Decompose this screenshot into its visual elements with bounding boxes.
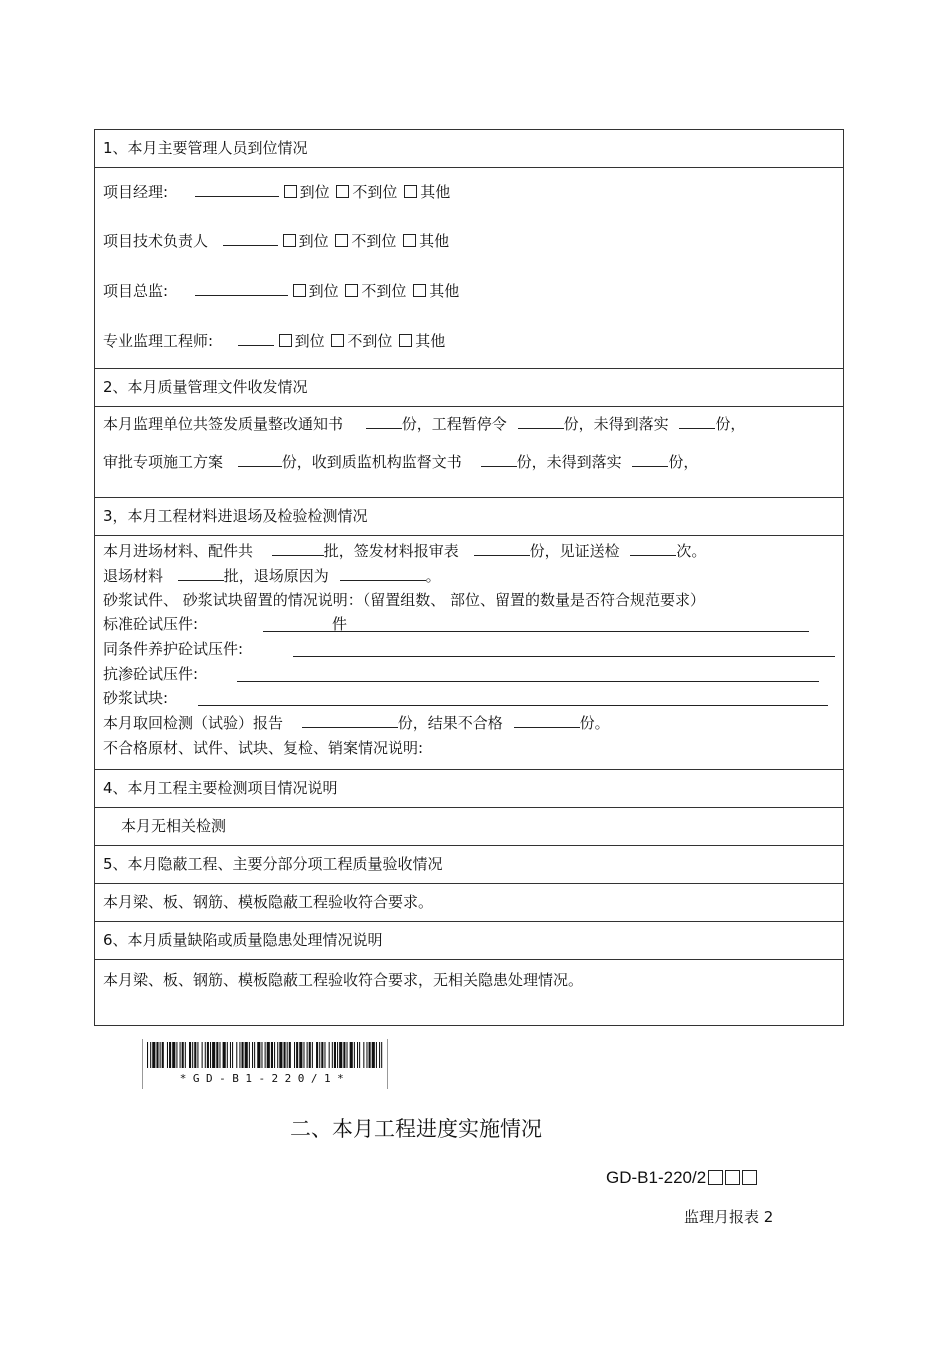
barcode-bar	[334, 1042, 336, 1068]
text: 本月取回检测（试验）报告	[103, 714, 284, 732]
barcode-bar	[227, 1042, 228, 1068]
name-field[interactable]	[223, 230, 278, 246]
barcode-bar	[219, 1042, 220, 1068]
barcode-bar	[366, 1042, 367, 1068]
code-box[interactable]	[725, 1170, 740, 1185]
attendance-label: 项目总监:	[103, 282, 169, 300]
code-box[interactable]	[708, 1170, 723, 1185]
barcode-bar	[212, 1042, 215, 1068]
barcode-bar	[245, 1042, 248, 1068]
attendance-label: 项目技术负责人	[103, 232, 209, 250]
materials-line-2	[103, 565, 441, 586]
section-1-body	[95, 168, 843, 369]
barcode-bar	[329, 1042, 330, 1068]
option-present: 到位	[308, 282, 339, 300]
barcode-bar	[194, 1042, 196, 1068]
option-other: 其他	[419, 232, 450, 250]
text: 本月监理单位共签发质量整改通知书	[103, 415, 344, 433]
same-condition-field[interactable]	[293, 656, 835, 657]
checkbox-other[interactable]	[399, 334, 412, 347]
section-5-header: 5、本月隐蔽工程、主要分部分项工程质量验收情况	[95, 846, 843, 884]
text: 本月进场材料、配件共	[103, 542, 254, 560]
barcode-bar	[230, 1042, 231, 1068]
attendance-row-chief-supervisor	[103, 280, 459, 301]
barcode-bar	[249, 1042, 250, 1068]
barcode-bar	[354, 1042, 355, 1068]
barcode-bar	[359, 1042, 360, 1068]
count-field[interactable]	[632, 451, 668, 467]
barcode-text: *GD-B1-220/1*	[179, 1072, 351, 1085]
barcode-bar	[296, 1042, 298, 1068]
text: 批，签发材料报审表	[323, 542, 459, 560]
barcode-bar	[376, 1042, 377, 1068]
barcode-bar	[350, 1042, 353, 1068]
barcode-bar	[207, 1042, 209, 1068]
attendance-row-specialist	[103, 330, 445, 351]
option-present: 到位	[299, 183, 330, 201]
document-line-1	[103, 413, 745, 434]
option-absent: 不到位	[351, 232, 397, 250]
text: 份，收到质监机构监督文书	[281, 453, 462, 471]
section-title: 二、本月工程进度实施情况	[290, 1117, 542, 1141]
impermeable-concrete-field[interactable]	[237, 681, 819, 682]
barcode-bar	[303, 1042, 304, 1068]
checkbox-absent[interactable]	[345, 284, 358, 297]
text: 份。	[579, 714, 610, 732]
same-condition-label: 同条件养护砼试压件:	[103, 640, 244, 658]
name-field[interactable]	[238, 330, 274, 346]
barcode-bar	[309, 1042, 311, 1068]
count-field[interactable]	[679, 413, 715, 429]
test-report-line	[103, 712, 610, 733]
text: 批，退场原因为	[223, 567, 329, 585]
section-6-body	[95, 960, 843, 1025]
barcode-bar	[381, 1042, 382, 1068]
option-other: 其他	[420, 183, 451, 201]
barcode-bar	[210, 1042, 211, 1068]
count-field[interactable]	[272, 540, 324, 556]
text: 退场材料	[103, 567, 164, 585]
form-code-text: GD-B1-220/2	[606, 1168, 707, 1187]
barcode-bar	[180, 1042, 181, 1068]
standard-concrete-label: 标准砼试压件:	[103, 615, 199, 633]
barcode-bar	[185, 1042, 186, 1068]
name-field[interactable]	[195, 181, 279, 197]
checkbox-other[interactable]	[413, 284, 426, 297]
barcode-bar	[287, 1042, 288, 1068]
barcode-bar	[257, 1042, 260, 1068]
count-field[interactable]	[514, 712, 580, 728]
barcode-bar	[337, 1042, 338, 1068]
barcode-bar	[274, 1042, 275, 1068]
count-field[interactable]	[302, 712, 398, 728]
barcode-bar	[147, 1042, 148, 1068]
barcode-bar	[236, 1042, 237, 1068]
barcode-bar	[324, 1042, 325, 1068]
barcode-bar	[319, 1042, 320, 1068]
checkbox-present[interactable]	[279, 334, 292, 347]
barcode-bar	[284, 1042, 286, 1068]
barcode-bar	[254, 1042, 255, 1068]
barcode-bar	[294, 1042, 295, 1068]
section-2-body	[95, 407, 843, 498]
barcode-bar	[169, 1042, 171, 1068]
checkbox-absent[interactable]	[331, 334, 344, 347]
reason-field[interactable]	[340, 565, 426, 581]
checkbox-other[interactable]	[403, 234, 416, 247]
document-line-2	[103, 451, 698, 472]
option-present: 到位	[294, 332, 325, 350]
text: 审批专项施工方案	[103, 453, 224, 471]
option-absent: 不到位	[361, 282, 407, 300]
section-4-body: 本月无相关检测	[95, 808, 843, 846]
mortar-block-label: 砂浆试块:	[103, 689, 169, 707]
checkbox-absent[interactable]	[336, 185, 349, 198]
barcode-bar	[150, 1042, 151, 1068]
count-field[interactable]	[481, 451, 517, 467]
text: 份，未得到落实	[563, 415, 669, 433]
section-3-header: 3，本月工程材料进退场及检验检测情况	[95, 498, 843, 536]
section-1-header: 1、本月主要管理人员到位情况	[95, 130, 843, 168]
barcode-bar	[332, 1042, 333, 1068]
count-field[interactable]	[238, 451, 282, 467]
attendance-label: 项目经理:	[103, 183, 169, 201]
barcode-bar	[167, 1042, 168, 1068]
report-form	[94, 129, 844, 1026]
impermeable-concrete-label: 抗渗砼试压件:	[103, 665, 199, 683]
text: 份，结果不合格	[397, 714, 503, 732]
barcode-bar	[172, 1042, 175, 1068]
count-field[interactable]	[366, 413, 402, 429]
code-box[interactable]	[742, 1170, 757, 1185]
section-4-header: 4、本月工程主要检测项目情况说明	[95, 770, 843, 808]
count-field[interactable]	[630, 540, 676, 556]
count-field[interactable]	[474, 540, 530, 556]
barcode-bar	[205, 1042, 206, 1068]
barcode	[142, 1039, 388, 1089]
barcode-bar	[202, 1042, 203, 1068]
barcode-bar	[189, 1042, 191, 1068]
barcode-bar	[316, 1042, 318, 1068]
barcode-bar	[357, 1042, 358, 1068]
option-present: 到位	[298, 232, 329, 250]
barcode-bar	[339, 1042, 342, 1068]
barcode-bar	[279, 1042, 282, 1068]
option-absent: 不到位	[347, 332, 393, 350]
barcode-bar	[363, 1042, 364, 1068]
barcode-bar	[232, 1042, 233, 1068]
barcode-bar	[216, 1042, 218, 1068]
attendance-row-tech-lead	[103, 230, 449, 251]
option-absent: 不到位	[352, 183, 398, 201]
nonconforming-note: 不合格原材、试件、试块、复检、销案情况说明:	[103, 739, 424, 757]
attendance-row-pm	[103, 181, 450, 202]
barcode-bar	[197, 1042, 198, 1068]
text: 份，	[715, 415, 746, 433]
barcode-bar	[312, 1042, 313, 1068]
name-field[interactable]	[195, 280, 288, 296]
checkbox-present[interactable]	[283, 234, 296, 247]
form-code	[606, 1168, 757, 1188]
barcode-bar	[160, 1042, 161, 1068]
barcode-bar	[369, 1042, 371, 1068]
barcode-bar	[182, 1042, 184, 1068]
section-3-body	[95, 536, 843, 770]
barcode-bar	[152, 1042, 155, 1068]
barcode-bars	[147, 1042, 382, 1068]
materials-line-1	[103, 540, 706, 561]
barcode-bar	[372, 1042, 375, 1068]
standard-concrete-field[interactable]	[263, 631, 809, 632]
checkbox-other[interactable]	[404, 185, 417, 198]
barcode-bar	[252, 1042, 253, 1068]
section-6-text: 本月梁、板、钢筋、模板隐蔽工程验收符合要求，无相关隐患处理情况。	[103, 971, 584, 989]
section-6-header: 6、本月质量缺陷或质量隐患处理情况说明	[95, 922, 843, 960]
barcode-bar	[321, 1042, 323, 1068]
barcode-bar	[223, 1042, 226, 1068]
barcode-bar	[347, 1042, 348, 1068]
attendance-label: 专业监理工程师:	[103, 332, 214, 350]
count-field[interactable]	[518, 413, 564, 429]
report-name: 监理月报表 2	[684, 1208, 774, 1226]
mortar-specimen-note: 砂浆试件、 砂浆试块留置的情况说明：（留置组数、 部位、留置的数量是否符合规范要求）	[103, 591, 706, 609]
barcode-bar	[156, 1042, 158, 1068]
barcode-bar	[162, 1042, 164, 1068]
text: 份，	[668, 453, 699, 471]
mortar-block-field[interactable]	[198, 705, 828, 706]
barcode-bar	[239, 1042, 240, 1068]
barcode-bar	[261, 1042, 262, 1068]
barcode-bar	[271, 1042, 273, 1068]
section-5-body: 本月梁、板、钢筋、模板隐蔽工程验收符合要求。	[95, 884, 843, 922]
text: 份，见证送检	[529, 542, 620, 560]
checkbox-present[interactable]	[293, 284, 306, 297]
barcode-bar	[307, 1042, 308, 1068]
checkbox-present[interactable]	[284, 185, 297, 198]
count-field[interactable]	[178, 565, 224, 581]
barcode-bar	[267, 1042, 270, 1068]
section-2-header: 2、本月质量管理文件收发情况	[95, 369, 843, 407]
barcode-bar	[299, 1042, 302, 1068]
unit-label: 件	[332, 615, 348, 633]
barcode-bar	[289, 1042, 291, 1068]
text: 次。	[676, 542, 707, 560]
barcode-bar	[277, 1042, 278, 1068]
text: 。	[425, 567, 441, 585]
barcode-bar	[192, 1042, 193, 1068]
barcode-bar	[343, 1042, 345, 1068]
checkbox-absent[interactable]	[335, 234, 348, 247]
barcode-bar	[176, 1042, 177, 1068]
text: 份，工程暂停令	[401, 415, 507, 433]
option-other: 其他	[429, 282, 460, 300]
barcode-bar	[265, 1042, 266, 1068]
barcode-bar	[379, 1042, 380, 1068]
barcode-bar	[242, 1042, 244, 1068]
option-other: 其他	[415, 332, 446, 350]
text: 份，未得到落实	[516, 453, 622, 471]
